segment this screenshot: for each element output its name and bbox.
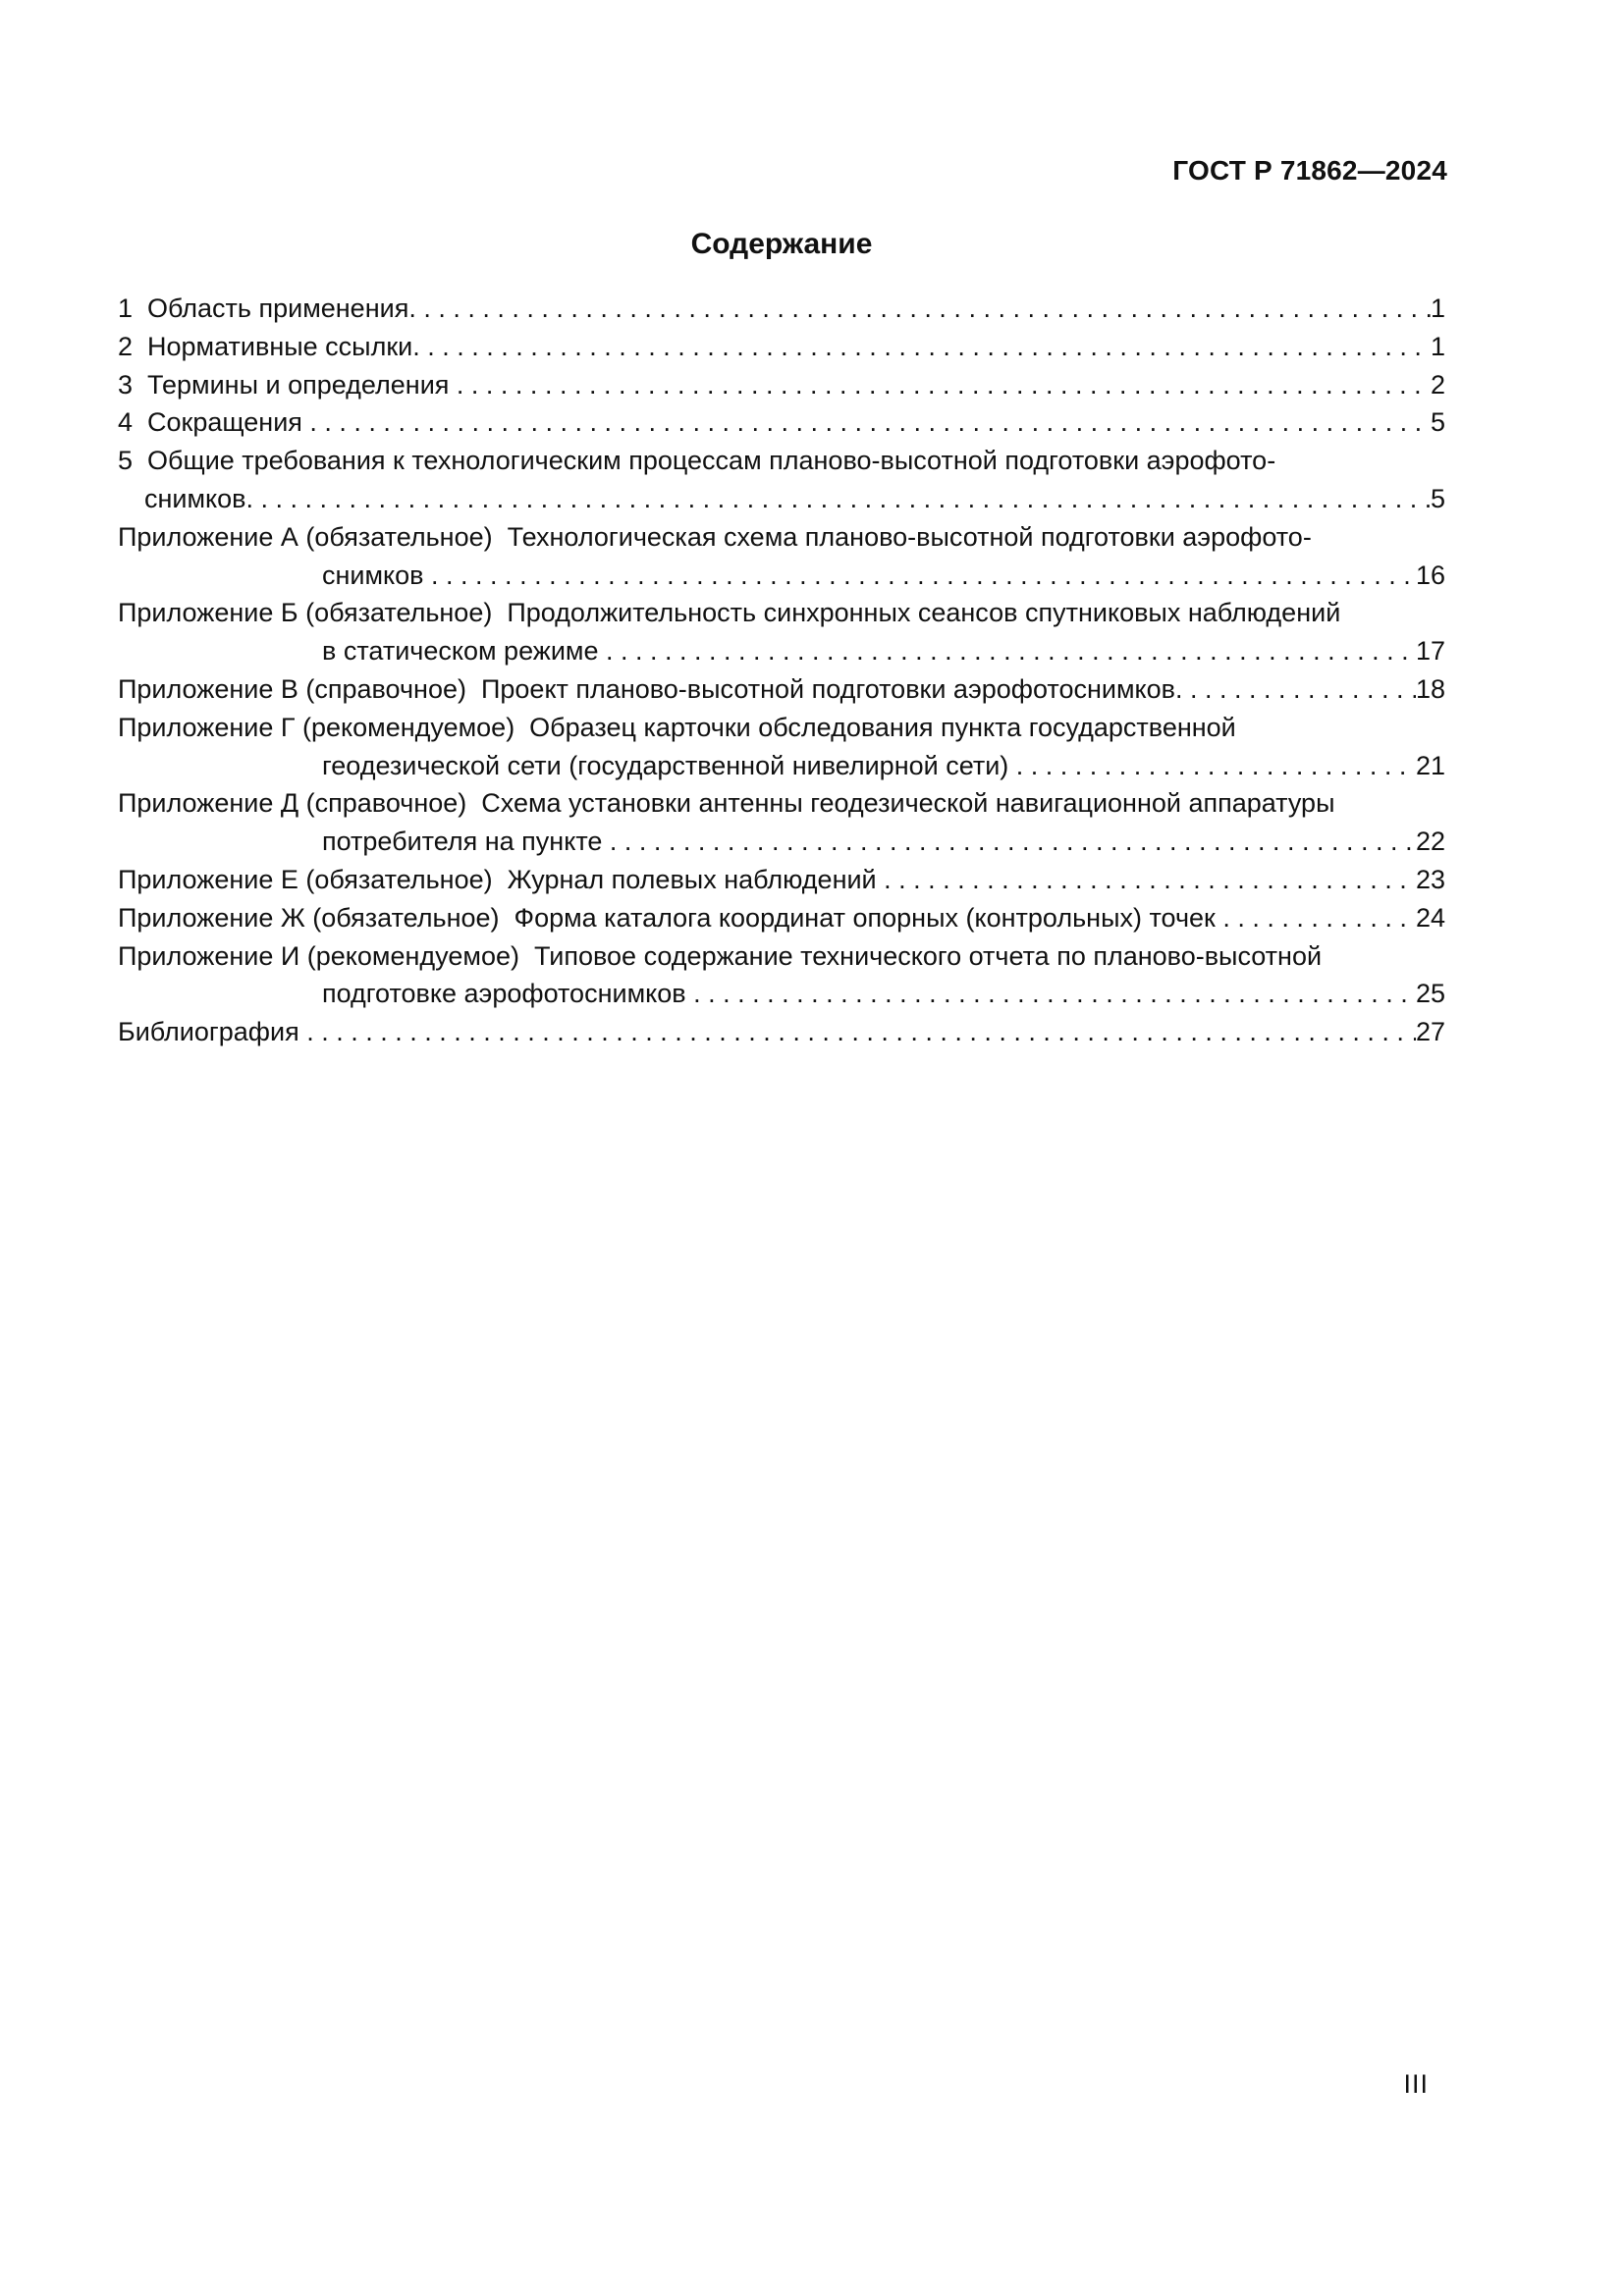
toc-page-number: 16 bbox=[1415, 560, 1445, 590]
toc-line bbox=[118, 899, 1445, 937]
dot-leader bbox=[408, 290, 1431, 328]
toc-line bbox=[118, 823, 1445, 861]
toc-entry-text: Приложение Б (обязательное) Продолжительность синхронных сеансов спутниковых наблюдений bbox=[118, 598, 1341, 628]
toc-entry-text: Приложение А (обязательное) Технологическая схема планово-высотной подготовки аэрофото- bbox=[118, 521, 1312, 552]
toc-line bbox=[118, 518, 1445, 557]
toc-line bbox=[118, 290, 1445, 328]
toc-entry-text: Приложение Д (справочное) Схема установки антенны геодезической навигационной аппаратуры bbox=[118, 788, 1335, 819]
dot-leader bbox=[884, 861, 1416, 899]
toc-entry-text: Приложение И (рекомендуемое) Типовое содержание технического отчета по планово-высотной bbox=[118, 940, 1323, 971]
dot-leader bbox=[693, 975, 1416, 1013]
dot-leader bbox=[431, 557, 1416, 595]
dot-leader bbox=[610, 823, 1416, 861]
toc-page-number: 17 bbox=[1415, 636, 1445, 667]
toc-line bbox=[118, 784, 1445, 823]
toc-line bbox=[118, 480, 1445, 518]
toc-line bbox=[118, 1013, 1445, 1051]
dot-leader bbox=[457, 366, 1431, 404]
standard-reference: ГОСТ Р 71862—2024 bbox=[1172, 155, 1447, 186]
toc-line bbox=[118, 594, 1445, 632]
toc-entry-text: 3 Термины и определения bbox=[118, 369, 457, 400]
dot-leader bbox=[1222, 899, 1416, 937]
toc-entry-text: потребителя на пункте bbox=[322, 827, 610, 857]
toc-page-number: 5 bbox=[1430, 483, 1445, 513]
toc-entry-text: снимков bbox=[322, 560, 432, 590]
dot-leader bbox=[1175, 670, 1416, 709]
toc-entry-text: подготовке аэрофотоснимков bbox=[322, 979, 694, 1009]
toc-line bbox=[118, 747, 1445, 785]
toc-entry-text: 1 Область применения bbox=[118, 294, 409, 323]
toc-page-number: 23 bbox=[1415, 864, 1445, 894]
toc-line bbox=[118, 366, 1445, 404]
dot-leader bbox=[606, 632, 1416, 670]
toc-page-number: 27 bbox=[1415, 1017, 1445, 1047]
toc-entry-text: Приложение Ж (обязательное) Форма каталога координат опорных (контрольных) точек bbox=[118, 902, 1223, 933]
toc-entry-text: геодезической сети (государственной нивелирной сети) bbox=[322, 750, 1016, 780]
table-of-contents bbox=[118, 290, 1445, 1051]
toc-line bbox=[118, 861, 1445, 899]
toc-entry-text: Приложение Г (рекомендуемое) Образец карточки обследования пункта государственной bbox=[118, 712, 1236, 742]
toc-line bbox=[118, 670, 1445, 709]
toc-line bbox=[118, 557, 1445, 595]
toc-entry-text: в статическом режиме bbox=[322, 636, 607, 667]
toc-line bbox=[118, 937, 1445, 976]
toc-page-number: 21 bbox=[1415, 750, 1445, 780]
page-title: Содержание bbox=[690, 228, 873, 260]
toc-entry-text: 5 Общие требования к технологическим процессам планово-высотной подготовки аэрофото- bbox=[118, 446, 1276, 476]
toc-page-number: 25 bbox=[1415, 979, 1445, 1009]
toc-entry-text: Приложение Е (обязательное) Журнал полевых наблюдений bbox=[118, 864, 885, 894]
toc-page-number: 1 bbox=[1430, 331, 1445, 361]
dot-leader bbox=[306, 1013, 1416, 1051]
dot-leader bbox=[246, 480, 1431, 518]
toc-entry-text: снимков bbox=[144, 483, 246, 513]
toc-line bbox=[118, 975, 1445, 1013]
toc-page-number: 18 bbox=[1415, 673, 1445, 704]
toc-line bbox=[118, 709, 1445, 747]
toc-page-number: 22 bbox=[1415, 827, 1445, 857]
dot-leader bbox=[309, 403, 1431, 442]
toc-entry-text: 4 Сокращения bbox=[118, 407, 310, 438]
toc-page-number: 5 bbox=[1430, 407, 1445, 438]
dot-leader bbox=[1016, 747, 1416, 785]
toc-page-number: 24 bbox=[1415, 902, 1445, 933]
toc-line bbox=[118, 328, 1445, 366]
toc-entry-text: Приложение В (справочное) Проект планово-высотной подготовки аэрофотоснимков bbox=[118, 673, 1176, 704]
page-number-footer: III bbox=[1403, 2069, 1429, 2099]
toc-page-number: 1 bbox=[1430, 294, 1445, 323]
toc-page-number: 2 bbox=[1430, 369, 1445, 400]
dot-leader bbox=[412, 328, 1431, 366]
toc-line bbox=[118, 442, 1445, 480]
toc-entry-text: Библиография bbox=[118, 1017, 307, 1047]
toc-entry-text: 2 Нормативные ссылки bbox=[118, 331, 413, 361]
toc-line bbox=[118, 403, 1445, 442]
toc-line bbox=[118, 632, 1445, 670]
